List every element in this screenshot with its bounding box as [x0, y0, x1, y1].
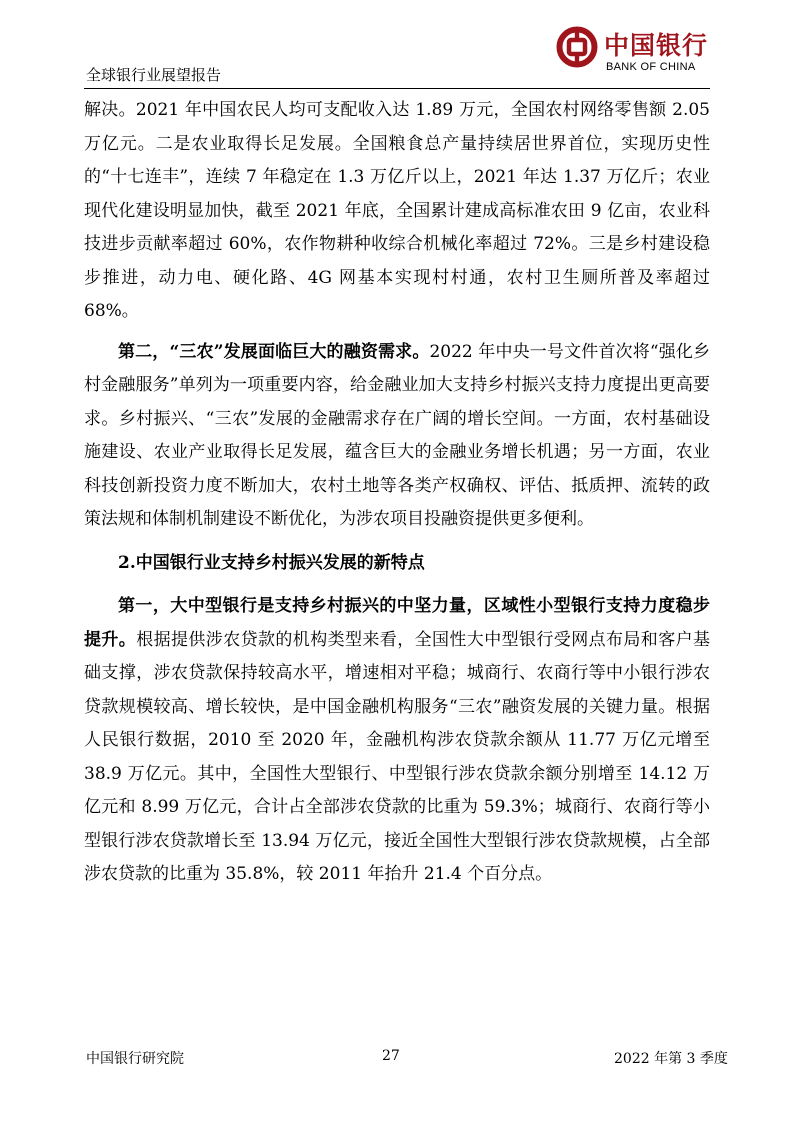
paragraph-bank-support — [84, 590, 710, 892]
section-heading: 2.中国银行业支持乡村振兴发展的新特点 — [118, 552, 425, 573]
header-divider — [84, 88, 710, 89]
paragraph-text: 根据提供涉农贷款的机构类型来看，全国性大中型银行受网点布局和客户基础支撑，涉农贷款保持较高水平，增速相对平稳；城商行、农商行等中小银行涉农贷款规模较高、增长较快，是中国金融机构服务“三农”融资发展的关键力量。根据人民银行数据，2010 至 2020 年，金融机构涉农贷款余额从 11.77 万亿元增至 38.9 万亿元。其中，全国性大型银行、中型银行涉农贷款余额分别增至 14.12 万亿元和 8.99 万亿元，合计占全部涉农贷款的比重为 59.3%；城商行、农商行等小型银行涉农贷款增长至 13.94 万亿元，接近全国性大型银行涉农贷款规模，占全部涉农贷款的比重为 35.8%，较 2011 年抬升 21.4 个百分点。 — [84, 629, 711, 884]
logo-english-name: BANK OF CHINA — [606, 61, 696, 73]
logo-chinese-name: 中国银行 — [604, 31, 709, 60]
paragraph-lead-bold: 第二，“三农”发展面临巨大的融资需求。 — [118, 341, 430, 362]
bank-of-china-emblem-icon — [556, 26, 598, 68]
paragraph-lead-bold: 第一，大中型银行是支持乡村振兴的中坚力量，区域性小型银行支持力度稳步提升。 — [84, 596, 710, 650]
footer-period: 2022 年第 3 季度 — [614, 1051, 728, 1067]
paragraph-financing-demand — [84, 336, 710, 537]
paragraph-text: 2022 年中央一号文件首次将“强化乡村金融服务”单列为一项重要内容，给金融业加大支持乡村振兴支持力度提出更高要求。乡村振兴、“三农”发展的金融需求存在广阔的增长空间。一方面，农村基础设施建设、农业产业取得长足发展，蕴含巨大的金融业务增长机遇；另一方面，农业科技创新投资力度不断加大，农村土地等各类产权确权、评估、抵质押、流转的政策法规和体制机制建设不断优化，为涉农项目投融资提供更多便利。 — [84, 341, 710, 529]
bank-logo — [556, 24, 716, 80]
footer-institute: 中国银行研究院 — [86, 1051, 184, 1067]
document-body — [84, 94, 710, 892]
report-title: 全球银行业展望报告 — [86, 66, 222, 84]
page-number: 27 — [382, 1048, 400, 1064]
paragraph-rural-achievements: 解决。2021 年中国农民人均可支配收入达 1.89 万元，全国农村网络零售额 2.05 万亿元。二是农业取得长足发展。全国粮食总产量持续居世界首位，实现历史性的“十七连丰”，连续 7 年稳定在 1.3 万亿斤以上，2021 年达 1.37 万亿斤；农业现代化建设明显加快，截至 2021 年底，全国累计建成高标准农田 9 亿亩，农业科技进步贡献率超过 60%，农作物耕种收综合机械化率超过 72%。三是乡村建设稳步推进，动力电、硬化路、4G 网基本实现村村通，农村卫生厕所普及率超过 68%。 — [84, 100, 710, 321]
